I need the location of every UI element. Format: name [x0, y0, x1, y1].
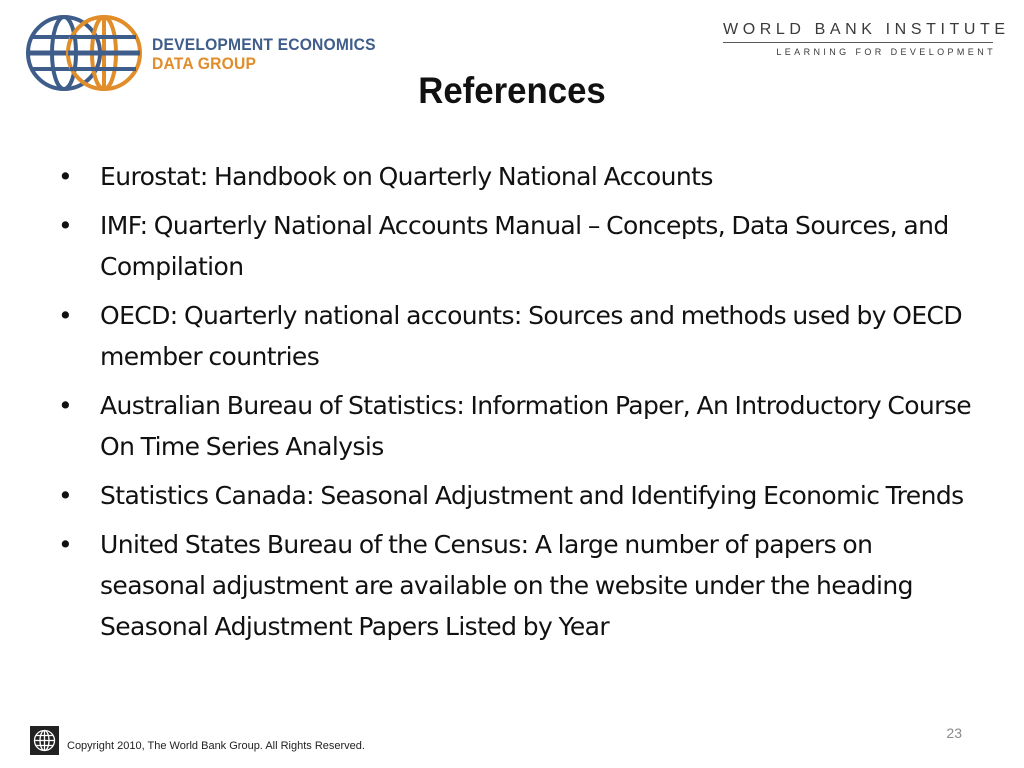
- logo-line-1: DEVELOPMENT ECONOMICS: [152, 35, 376, 54]
- reference-item: [58, 295, 978, 377]
- wbi-header: [723, 21, 1010, 57]
- reference-item: [58, 475, 978, 516]
- bullet-icon: •: [58, 301, 73, 330]
- wbi-subtitle: LEARNING FOR DEVELOPMENT: [776, 47, 996, 57]
- reference-item: [58, 385, 978, 467]
- copyright-notice: Copyright 2010, The World Bank Group. All Rights Reserved.: [67, 740, 365, 752]
- world-bank-globe-icon: [30, 726, 59, 755]
- reference-text: Statistics Canada: Seasonal Adjustment and Identifying Economic Trends: [100, 481, 964, 510]
- bullet-icon: •: [58, 391, 73, 420]
- reference-item: [58, 156, 978, 197]
- reference-text: United States Bureau of the Census: A large number of papers on seasonal adjustment are available on the website under the heading Seasonal Adjustment Papers Listed by Year: [100, 530, 913, 641]
- slide-title: References: [418, 70, 606, 111]
- reference-item: [58, 524, 978, 647]
- reference-text: OECD: Quarterly national accounts: Sources and methods used by OECD member countries: [100, 301, 963, 371]
- page-number: 23: [946, 725, 962, 741]
- wbi-title: WORLD BANK INSTITUTE: [723, 21, 1010, 38]
- bullet-icon: •: [58, 211, 73, 240]
- reference-list: [58, 156, 978, 655]
- wbi-divider: [723, 42, 993, 43]
- bullet-icon: •: [58, 530, 73, 559]
- reference-item: [58, 205, 978, 287]
- reference-text: IMF: Quarterly National Accounts Manual – Concepts, Data Sources, and Compilation: [100, 211, 949, 281]
- reference-text: Australian Bureau of Statistics: Information Paper, An Introductory Course On Time Series Analysis: [100, 391, 972, 461]
- bullet-icon: •: [58, 481, 73, 510]
- reference-text: Eurostat: Handbook on Quarterly National Accounts: [100, 162, 713, 191]
- bullet-icon: •: [58, 162, 73, 191]
- logo-line-2: DATA GROUP: [152, 54, 257, 73]
